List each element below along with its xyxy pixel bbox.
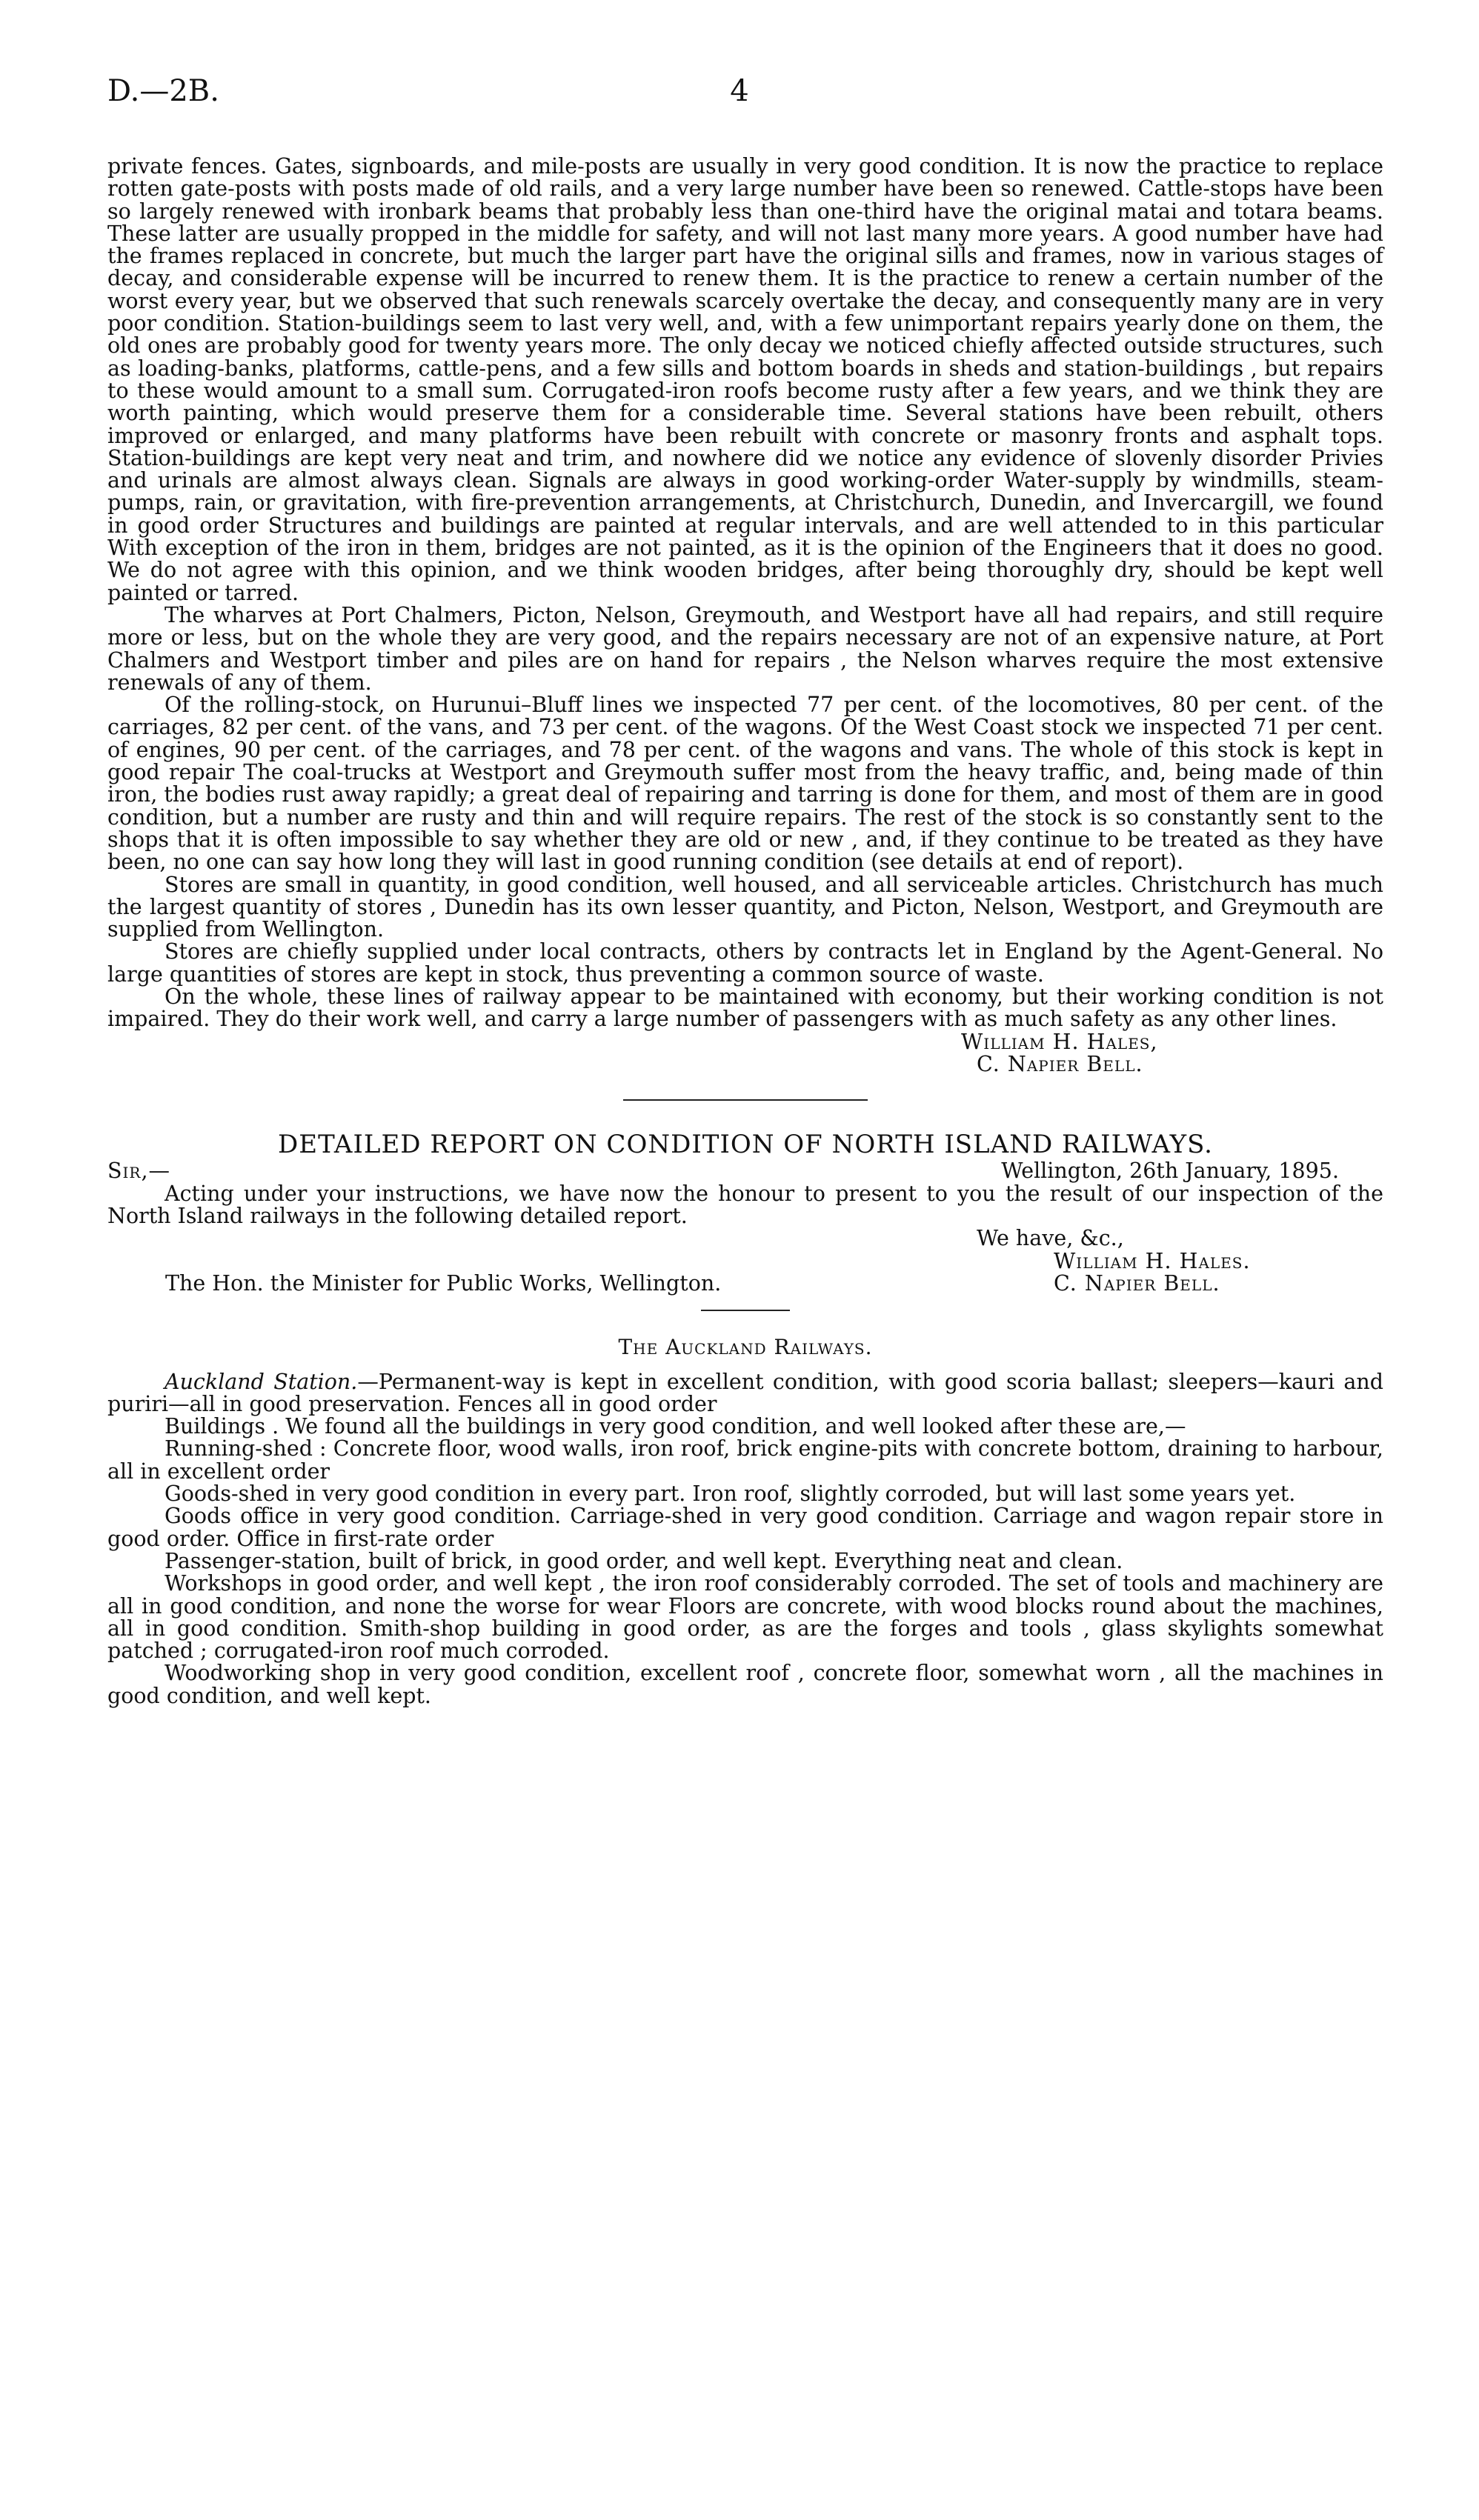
paragraph: private fences. Gates, signboards, and mile-posts are usually in very good condition. It is now the practice to replace rotten gate-posts with posts made of old rails, and a very large number have been so renewed. Cattle-stops have been so largely renewed with ironbark beams that probably less than one-third have the original matai and totara beams. These latter are usually propped in the middle for safety, and will not last many more years. A good number have had the frames replaced in concrete, but much the larger part have the original sills and frames, now in various stages of decay, and considerable expense will be incurred to renew them. It is the practice to renew a certain number of the worst every year, but we observed that such renewals scarcely overtake the decay, and consequently many are in very poor condition. Station-buildings seem to last very well, and, with a few unimportant repairs yearly done on them, the old ones are probably good for twenty years more. The only decay we noticed chiefly affected outside structures, such as loading-banks, platforms, cattle-pens, and a few sills and bottom boards in sheds and station-buildings , but repairs to these would amount to a small sum. Corrugated-iron roofs become rusty after a few years, and we think they are worth painting, which would preserve them for a considerable time. Several stations have been rebuilt, others improved or enlarged, and many platforms have been rebuilt with concrete or masonry fronts and asphalt tops. Station-buildings are kept very neat and trim, and nowhere did we notice any evidence of slovenly disorder Privies and urinals are almost always clean. Signals are always in good working-order Water-supply by windmills, steam-pumps, rain, or gravitation, with fire-prevention arrangements, at Christchurch, Dunedin, and Invercargill, we found in good order Structures and buildings are painted at regular intervals, and are well attended to in this particular With exception of the iron in them, bridges are not painted, as it is the opinion of the Engineers that it does no good. We do not agree with this opinion, and we think wooden bridges, after being thoroughly dry, should be kept well painted or tarred. — [107, 154, 1383, 605]
page-number: 4 — [730, 74, 749, 108]
section-divider — [623, 1099, 868, 1101]
addressee: The Hon. the Minister for Public Works, Wellington. — [165, 1270, 722, 1296]
section-paragraph: Passenger-station, built of brick, in good order, and well kept. Everything neat and clean. — [164, 1548, 1123, 1573]
report-intro: Acting under your instructions, we have now the honour to present to you the result of our inspection of the North Island railways in the following detailed report. — [107, 1181, 1383, 1229]
salutation-row — [107, 1160, 1383, 1182]
closing-paragraph: On the whole, these lines of railway appear to be maintained with economy, but their working condition is not impaired. They do their work well, and carry a large number of passengers with as much safety as any other lines. — [107, 984, 1383, 1032]
date-line: Wellington, 26th January, 1895. — [1001, 1159, 1339, 1184]
section-paragraph: Buildings . We found all the buildings in very good condition, and well looked after these are,— — [164, 1414, 1186, 1439]
section-paragraph: Goods office in very good condition. Carriage-shed in very good condition. Carriage and wagon repair store in good order. Office in first-rate order — [107, 1504, 1383, 1551]
section-paragraph: Running-shed : Concrete floor, wood walls, iron roof, brick engine-pits with concrete bottom, draining to harbour, all in excellent order — [107, 1436, 1383, 1484]
paragraph: The wharves at Port Chalmers, Picton, Nelson, Greymouth, and Westport have all had repairs, and still require more or less, but on the whole they are very good, and the repairs necessary are not of an expensive nature, at Port Chalmers and Westport timber and piles are on hand for repairs , the Nelson wharves require the most extensive renewals of any of them. — [107, 602, 1383, 695]
short-divider — [701, 1310, 790, 1311]
addressee-row — [107, 1270, 1383, 1296]
paragraph: Stores are small in quantity, in good condition, well housed, and all serviceable articles. Christchurch has much the largest quantity of stores , Dunedin has its own lesser quantity, and Picton, Nelson, Westport, and Greymouth are supplied from Wellington. — [107, 872, 1383, 942]
paragraph: Of the rolling-stock, on Hurunui–Bluff lines we inspected 77 per cent. of the locomotives, 80 per cent. of the carriages, 82 per cent. of the vans, and 73 per cent. of the wagons. Of the West Coast stock we inspected 71 per cent. of engines, 90 per cent. of the carriages, and 78 per cent. of the wagons and vans. The whole of this stock is kept in good repair The coal-trucks at Westport and Greymouth suffer most from the heavy traffic, and, being made of thin iron, the bodies rust away rapidly; a great deal of repairing and tarring is done for them, and most of them are in good condition, but a number are rusty and thin and will require repairs. The rest of the stock is so constantly sent to the shops that it is often impossible to say whether they are old or new , and, if they continue to be treated as they have been, no one can say how long they will last in good running condition (see details at end of report). — [107, 693, 1383, 875]
section-lead-paragraph — [107, 1371, 1383, 1416]
report-signature-hales: William H. Hales. — [1054, 1248, 1251, 1273]
closing-formula: We have, &c., — [977, 1226, 1124, 1251]
signature-bell: C. Napier Bell. — [977, 1051, 1143, 1076]
document-reference: D.—2B. — [107, 74, 219, 108]
section-paragraph: Goods-shed in very good condition in every part. Iron roof, slightly corroded, but will last some years yet. — [164, 1481, 1296, 1507]
section-lead-text: —Permanent-way is kept in excellent condition, with good scoria ballast; sleepers—kauri and puriri—all in good preservation. Fences all in good order — [107, 1369, 1384, 1416]
section-title: The Auckland Railways. — [618, 1335, 873, 1360]
section-lead-italic: Auckland Station. — [164, 1369, 358, 1394]
section-paragraph: Workshops in good order, and well kept , the iron roof considerably corroded. The set of tools and machinery are all in good condition, and none the worse for wear Floors are concrete, with wood blocks round about the machines, all in good condition. Smith-shop building in good order, as are the forges and tools , glass skylights somewhat patched ; corrugated-iron roof much corroded. — [107, 1571, 1383, 1664]
paragraph: Stores are chiefly supplied under local contracts, others by contracts let in England by the Agent-General. No large quantities of stores are kept in stock, thus preventing a common source of waste. — [107, 939, 1383, 987]
body-text — [107, 156, 1383, 1707]
salutation: Sir,— — [107, 1159, 171, 1184]
section-paragraph: Woodworking shop in very good condition, excellent roof , concrete floor, somewhat worn , all the machines in good condition, and well kept. — [107, 1661, 1383, 1708]
report-title: DETAILED REPORT ON CONDITION OF NORTH ISLAND RAILWAYS. — [278, 1130, 1213, 1160]
page-header — [107, 74, 1372, 119]
report-signature-bell: C. Napier Bell. — [1054, 1270, 1220, 1296]
signature-hales: William H. Hales, — [961, 1029, 1158, 1054]
